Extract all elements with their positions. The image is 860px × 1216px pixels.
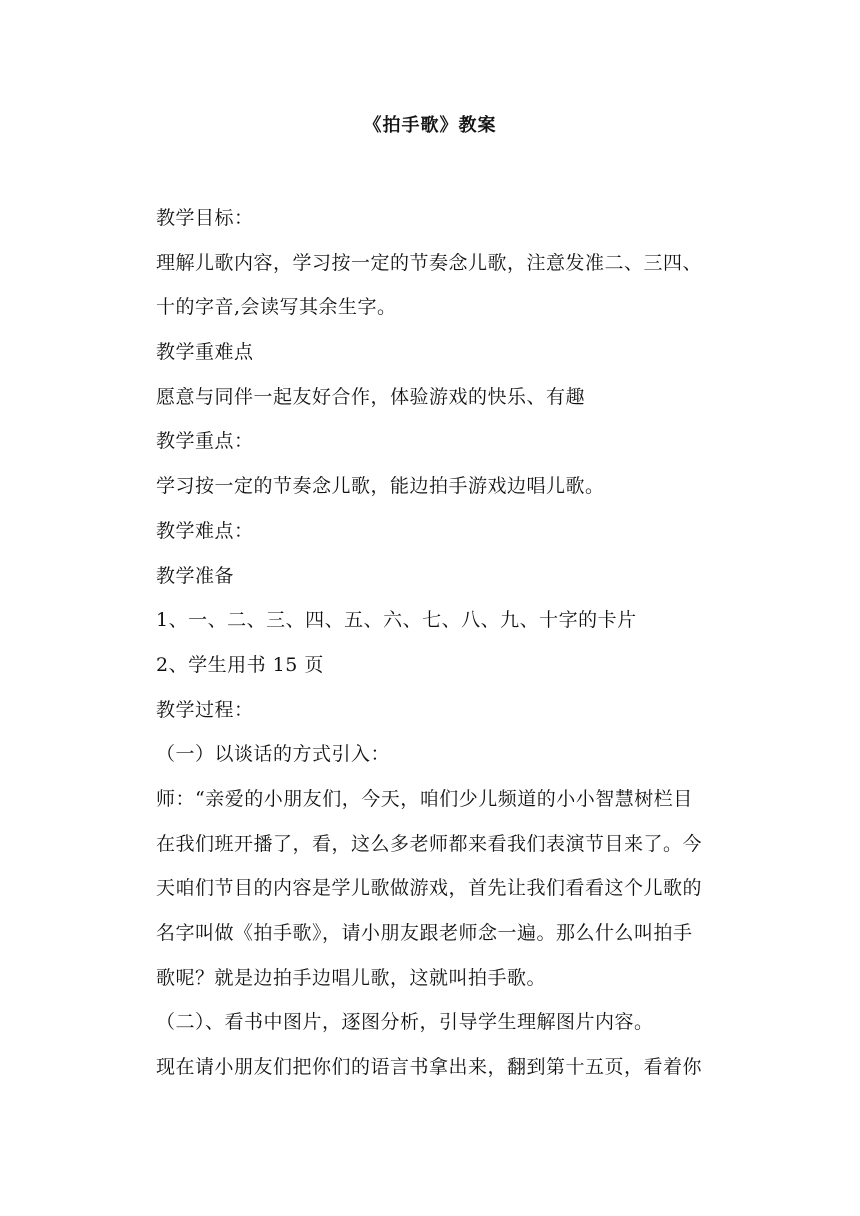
text-line: 歌呢？就是边拍手边唱儿歌，这就叫拍手歌。 [156, 966, 547, 989]
text-line-key-difficult-heading: 教学重难点 [156, 341, 254, 364]
text-line: 学习按一定的节奏念儿歌，能边拍手游戏边唱儿歌。 [156, 475, 605, 498]
text-line: 1、一、二、三、四、五、六、七、八、九、十字的卡片 [156, 609, 637, 632]
text-line-goals-heading: 教学目标： [156, 207, 254, 229]
text-line-difficult-points-heading: 教学难点： [156, 519, 254, 542]
document-body [156, 196, 724, 1090]
text-line: 理解儿歌内容，学习按一定的节奏念儿歌，注意发准二、三四、 [156, 251, 703, 274]
text-line: 愿意与同伴一起友好合作，体验游戏的快乐、有趣 [156, 385, 586, 408]
text-line: 名字叫做《拍手歌》，请小朋友跟老师念一遍。那么什么叫拍手 [156, 922, 693, 944]
text-line-key-points-heading: 教学重点： [156, 430, 254, 453]
text-line: 2、学生用书 15 页 [156, 653, 324, 676]
text-line: 十的字音,会读写其余生字。 [156, 296, 397, 319]
text-line-process-heading: 教学过程： [156, 698, 254, 721]
text-line-section-two: （二）、看书中图片，逐图分析，引导学生理解图片内容。 [156, 1011, 654, 1034]
text-line: 现在请小朋友们把你们的语言书拿出来，翻到第十五页，看着你 [156, 1056, 703, 1079]
text-line: 天咱们节目的内容是学儿歌做游戏，首先让我们看看这个儿歌的 [156, 877, 703, 900]
text-line-preparation-heading: 教学准备 [156, 564, 235, 587]
text-line-section-one: （一）以谈话的方式引入： [156, 743, 391, 766]
text-line: 在我们班开播了，看，这么多老师都来看我们表演节目来了。今 [156, 832, 703, 855]
document-title: 《拍手歌》教案 [363, 115, 497, 136]
text-line: 师：“亲爱的小朋友们，今天，咱们少儿频道的小小智慧树栏目 [156, 787, 693, 810]
